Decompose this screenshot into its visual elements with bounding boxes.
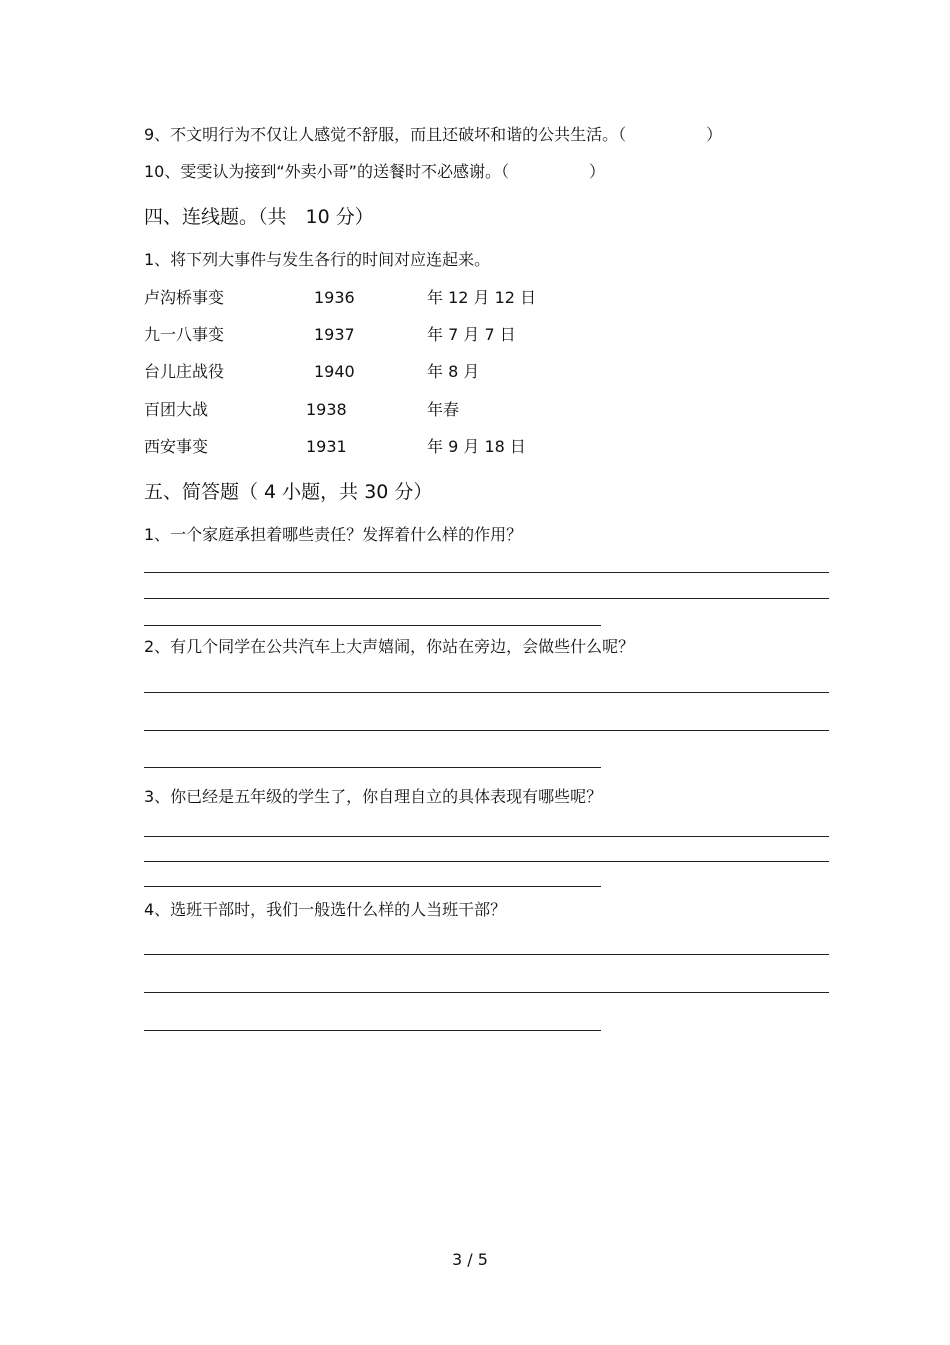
answer-line[interactable] [144,767,601,768]
answer-line[interactable] [144,1030,601,1031]
question-10: 10、雯雯认为接到“外卖小哥”的送餐时不必感谢。（ ） [144,162,605,181]
short-answer-question-3: 3、你已经是五年级的学生了，你自理自立的具体表现有哪些呢？ [144,787,603,806]
event-1: 卢沟桥事变 [144,288,225,307]
year-3: 1940 [314,362,355,381]
answer-line[interactable] [144,954,829,955]
event-3: 台儿庄战役 [144,362,225,381]
date-1: 年 12 月 12 日 [427,288,537,307]
section-4-question-1: 1、将下列大事件与发生各行的时间对应连起来。 [144,250,491,269]
question-9: 9、不文明行为不仅让人感觉不舒服，而且还破坏和谐的公共生活。（ ） [144,125,723,144]
answer-line[interactable] [144,598,829,599]
page-number: 3 / 5 [452,1250,488,1269]
short-answer-question-1: 1、一个家庭承担着哪些责任？发挥着什么样的作用？ [144,525,523,544]
date-5: 年 9 月 18 日 [427,437,526,456]
event-5: 西安事变 [144,437,209,456]
short-answer-question-4: 4、选班干部时，我们一般选什么样的人当班干部？ [144,900,507,919]
year-1: 1936 [314,288,355,307]
date-3: 年 8 月 [427,362,480,381]
year-4: 1938 [306,400,347,419]
date-2: 年 7 月 7 日 [427,325,516,344]
answer-line[interactable] [144,692,829,693]
section-5-title: 五、简答题（ 4 小题，共 30 分） [144,481,433,503]
answer-line[interactable] [144,572,829,573]
answer-line[interactable] [144,730,829,731]
answer-line[interactable] [144,992,829,993]
date-4: 年春 [427,400,460,419]
event-4: 百团大战 [144,400,209,419]
section-4-title: 四、连线题。（共 10 分） [144,206,374,228]
answer-line[interactable] [144,836,829,837]
answer-line[interactable] [144,625,601,626]
short-answer-question-2: 2、有几个同学在公共汽车上大声嬉闹，你站在旁边，会做些什么呢？ [144,637,635,656]
year-2: 1937 [314,325,355,344]
answer-line[interactable] [144,861,829,862]
answer-line[interactable] [144,886,601,887]
year-5: 1931 [306,437,347,456]
event-2: 九一八事变 [144,325,225,344]
